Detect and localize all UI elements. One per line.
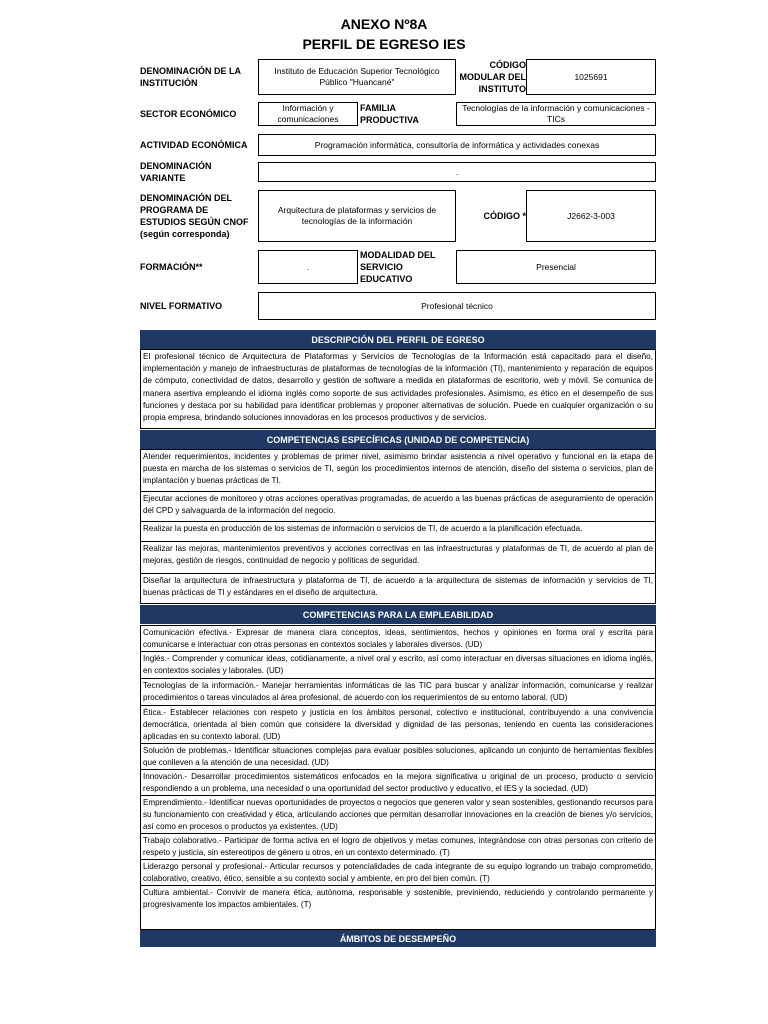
list-item: Emprendimiento.- Identificar nuevas oportunidades de proyectos o negocios que generen valor y sean sostenibles, gestionando recursos para su funcionamiento con creatividad y ética, articulando acciones que permitan desarrollar innovaciones en la creación de bienes y/o servicios, así como en procesos o productos ya existentes. (UD) [141,796,655,834]
employability-list [140,625,656,930]
document-title: ANEXO Nº8A [340,16,428,32]
profile-heading: DESCRIPCIÓN DEL PERFIL DE EGRESO [140,330,656,349]
list-item: Trabajo colaborativo.- Participar de forma activa en el logro de objetivos y metas comunes, integrándose con otras personas con criterio de respeto y justicia, sin estereotipos de género u otros, en un contexto determinado. (T) [141,834,655,860]
list-item: Solución de problemas.- Identificar situaciones complejas para evaluar posibles soluciones, aplicando un conjunto de herramientas flexibles que conlleven a la atención de una necesidad. (UD) [141,744,655,770]
list-item: Liderazgo personal y profesional.- Articular recursos y potencialidades de cada integrante de su equipo logrando un trabajo comprometido, colaborativo, creativo, ético, sensible a su contexto social y ambiente, en pro del bien común. (T) [141,860,655,886]
modality-label: MODALIDAD DEL SERVICIO EDUCATIVO [360,250,436,284]
document-subtitle: PERFIL DE EGRESO IES [302,36,466,52]
level-value: Profesional técnico [258,292,656,320]
list-item: Atender requerimientos, incidentes y problemas de primer nivel, asimismo brindar asistencia a nivel operativo y funcional en la etapa de puesta en marcha de los sistemas o servicios de TI, según los procedimientos internos de atención, diseño del sistema o servicios, plan de implantación y buenas prácticas de TI. [141,450,655,492]
specific-competencies-heading: COMPETENCIAS ESPECÍFICAS (UNIDAD DE COMPETENCIA) [140,430,656,449]
family-label: FAMILIA PRODUCTIVA [360,103,419,125]
employability-heading: COMPETENCIAS PARA LA EMPLEABILIDAD [140,605,656,624]
institution-code-value: 1025691 [526,59,656,95]
list-item: Inglés.- Comprender y comunicar ideas, cotidianamente, a nivel oral y escrito, así como interactuar en diversas situaciones en idioma inglés, en contextos sociales y laborales. (UD) [141,652,655,679]
training-value: . [258,250,358,284]
institution-value: Instituto de Educación Superior Tecnológico Público "Huancané" [258,59,456,95]
list-item: Realizar las mejoras, mantenimientos preventivos y acciones correctivas en las infraestructuras y plataformas de TI, de acuerdo al plan de mejoras, gestión de riesgos, continuidad de negocio y políticas de seguridad. [141,542,655,574]
training-label: FORMACIÓN** [140,262,203,272]
list-item: Cultura ambiental.- Convivir de manera ética, autónoma, responsable y sostenible, previniendo, reduciendo y controlando permanente y progresivamente los impactos ambientales. (T) [143,888,653,909]
specific-competencies-list [140,449,656,604]
activity-label: ACTIVIDAD ECONÓMICA [140,140,248,150]
list-item: Ejecutar acciones de monitoreo y otras acciones operativas programadas, de acuerdo a las buenas prácticas de aseguramiento de operación del CPD y salvaguarda de la información del negocio. [141,492,655,522]
program-label: DENOMINACIÓN DEL PROGRAMA DE ESTUDIOS SEGÚN CNOF (según corresponda) [140,193,249,239]
level-label: NIVEL FORMATIVO [140,301,223,311]
program-code-label: CÓDIGO * [483,211,526,221]
institution-label: DENOMINACIÓN DE LA INSTITUCIÓN [140,66,241,88]
family-value: Tecnologías de la información y comunicaciones - TICs [456,102,656,126]
sector-value: Información y comunicaciones [258,102,358,126]
list-item: Comunicación efectiva.- Expresar de manera clara conceptos, ideas, sentimientos, hechos y opiniones en forma oral y escrita para comunicarse e interactuar con otras personas en contextos sociales y laborales diversos. (UD) [141,626,655,652]
list-item: Ética.- Establecer relaciones con respeto y justicia en los ámbitos personal, colectivo e institucional, contribuyendo a una convivencia democrática, orientada al bien común que considere la diversidad y dignidad de las personas, teniendo en cuenta las consideraciones aplicadas en su contexto laboral. (UD) [141,706,655,744]
program-code-value: J2662-3-003 [526,190,656,242]
variant-value: . [258,162,656,182]
performance-scope-heading: ÁMBITOS DE DESEMPEÑO [140,930,656,947]
program-value: Arquitectura de plataformas y servicios de tecnologías de la información [258,190,456,242]
institution-code-label: CÓDIGO MODULAR DEL INSTITUTO [459,60,526,94]
list-item: Diseñar la arquitectura de infraestructura y plataforma de TI, de acuerdo a la arquitectura de sistemas de información y servicios de TI, buenas prácticas de TI y estándares en el diseño de arquitectura. [143,576,653,597]
list-item: Tecnologías de la información.- Manejar herramientas informáticas de las TIC para buscar y analizar información, comunicarse y realizar procedimientos o tareas vinculados al área profesional, de acuerdo con los requerimientos de su entorno laboral. (UD) [141,679,655,706]
list-item: Innovación.- Desarrollar procedimientos sistemáticos enfocados en la mejora significativa u original de un proceso, producto o servicio respondiendo a un problema, una necesidad o una oportunidad del sector productivo y educativo, el IES y la sociedad. (UD) [141,770,655,796]
list-item: Realizar la puesta en producción de los sistemas de información o servicios de TI, de acuerdo a la planificación efectuada. [141,522,655,542]
variant-label: DENOMINACIÓN VARIANTE [140,161,212,183]
modality-value: Presencial [456,250,656,284]
profile-description: El profesional técnico de Arquitectura de Plataformas y Servicios de Tecnologías de la Información está capacitado para el diseño, implementación y manejo de infraestructuras de plataformas de tecnologías de la información (TI), mantenimiento y reparación de equipos de cómputo, conectividad de datos, desarrollo y gestión de software a medida en plataformas de escritorio, web y móvil. Se comunica de manera asertiva empleando el idioma inglés como soporte de sus actividades profesionales. Asimismo, es ético en el desempeño de sus funciones y destaca por su habilidad para identificar problemas y proponer alternativas de solución. Puede en cualquier organización o su propia empresa, brindando soluciones innovadoras en los procesos productivos y de servicios. [140,349,656,429]
activity-value: Programación informática, consultoría de informática y actividades conexas [258,134,656,156]
sector-label: SECTOR ECONÓMICO [140,109,237,119]
